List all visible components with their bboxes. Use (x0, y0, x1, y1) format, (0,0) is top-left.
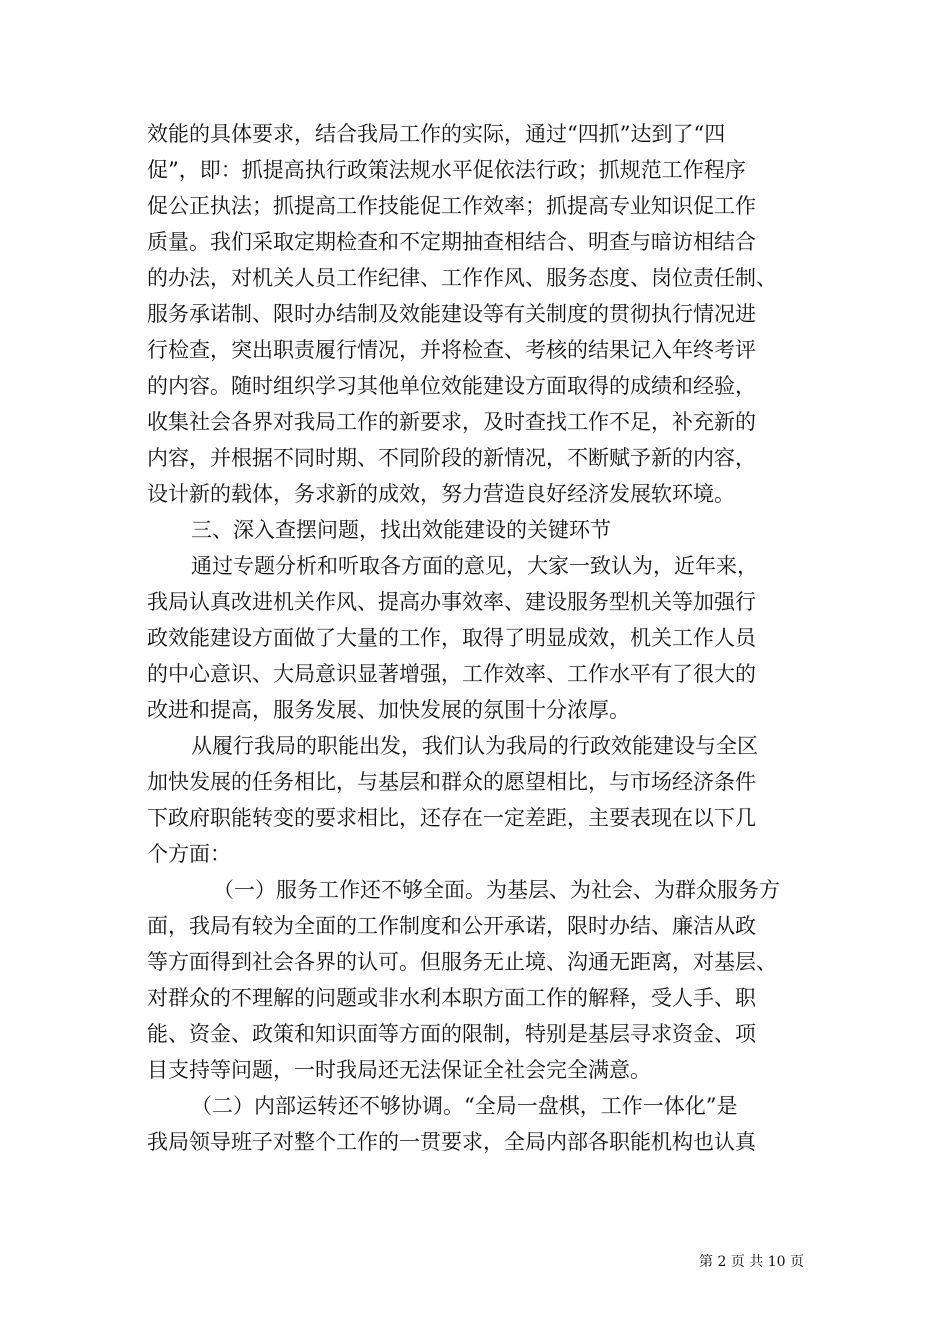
text-line: 对群众的不理解的问题或非水利本职方面工作的解释，受人手、职 (147, 986, 756, 1010)
text-line: 等方面得到社会各界的认可。但服务无止境、沟通无距离，对基层、 (147, 950, 777, 974)
text-line: 面，我局有较为全面的工作制度和公开承诺，限时办结、廉洁从政 (147, 914, 756, 938)
text-line: 服务承诺制、限时办结制及效能建设等有关制度的贯彻执行情况进 (147, 302, 756, 326)
text-line: 的内容。随时组织学习其他单位效能建设方面取得的成绩和经验， (147, 374, 756, 398)
text-line: 我局领导班子对整个工作的一贯要求，全局内部各职能机构也认真 (147, 1130, 756, 1154)
text-line: 从履行我局的职能出发，我们认为我局的行政效能建设与全区 (191, 734, 758, 758)
text-line: 政效能建设方面做了大量的工作，取得了明显成效，机关工作人员 (147, 626, 756, 650)
text-line: 目支持等问题，一时我局还无法保证全社会完全满意。 (147, 1058, 651, 1082)
text-line: （二）内部运转还不够协调。“全局一盘棋，工作一体化”是 (191, 1094, 738, 1118)
text-line: 能、资金、政策和知识面等方面的限制，特别是基层寻求资金、项 (147, 1022, 756, 1046)
text-line: 内容，并根据不同时期、不同阶段的新情况，不断赋予新的内容， (147, 446, 756, 470)
text-line: 通过专题分析和听取各方面的意见，大家一致认为，近年来， (191, 554, 758, 578)
text-line: 个方面： (147, 842, 231, 866)
text-line: （一）服务工作还不够全面。为基层、为社会、为群众服务方 (213, 878, 780, 902)
text-line: 行检查，突出职责履行情况，并将检查、考核的结果记入年终考评 (147, 338, 756, 362)
text-line: 质量。我们采取定期检查和不定期抽查相结合、明查与暗访相结合 (147, 230, 756, 254)
document-body (147, 116, 827, 1160)
text-line: 促公正执法；抓提高工作技能促工作效率；抓提高专业知识促工作 (147, 194, 756, 218)
section-heading: 三、深入查摆问题，找出效能建设的关键环节 (191, 518, 611, 542)
text-line: 我局认真改进机关作风、提高办事效率、建设服务型机关等加强行 (147, 590, 756, 614)
page-number-footer: 第 2 页 共 10 页 (699, 1254, 804, 1270)
text-line: 设计新的载体，务求新的成效，努力营造良好经济发展软环境。 (147, 482, 735, 506)
text-line: 加快发展的任务相比，与基层和群众的愿望相比，与市场经济条件 (147, 770, 756, 794)
text-line: 的中心意识、大局意识显著增强，工作效率、工作水平有了很大的 (147, 662, 756, 686)
text-line: 收集社会各界对我局工作的新要求，及时查找工作不足，补充新的 (147, 410, 756, 434)
text-line: 促”，即：抓提高执行政策法规水平促依法行政；抓规范工作程序 (147, 158, 746, 182)
text-line: 效能的具体要求，结合我局工作的实际，通过“四抓”达到了“四 (147, 122, 726, 146)
text-line: 改进和提高，服务发展、加快发展的氛围十分浓厚。 (147, 698, 630, 722)
text-line: 下政府职能转变的要求相比，还存在一定差距，主要表现在以下几 (147, 806, 756, 830)
text-line: 的办法，对机关人员工作纪律、工作作风、服务态度、岗位责任制、 (147, 266, 777, 290)
